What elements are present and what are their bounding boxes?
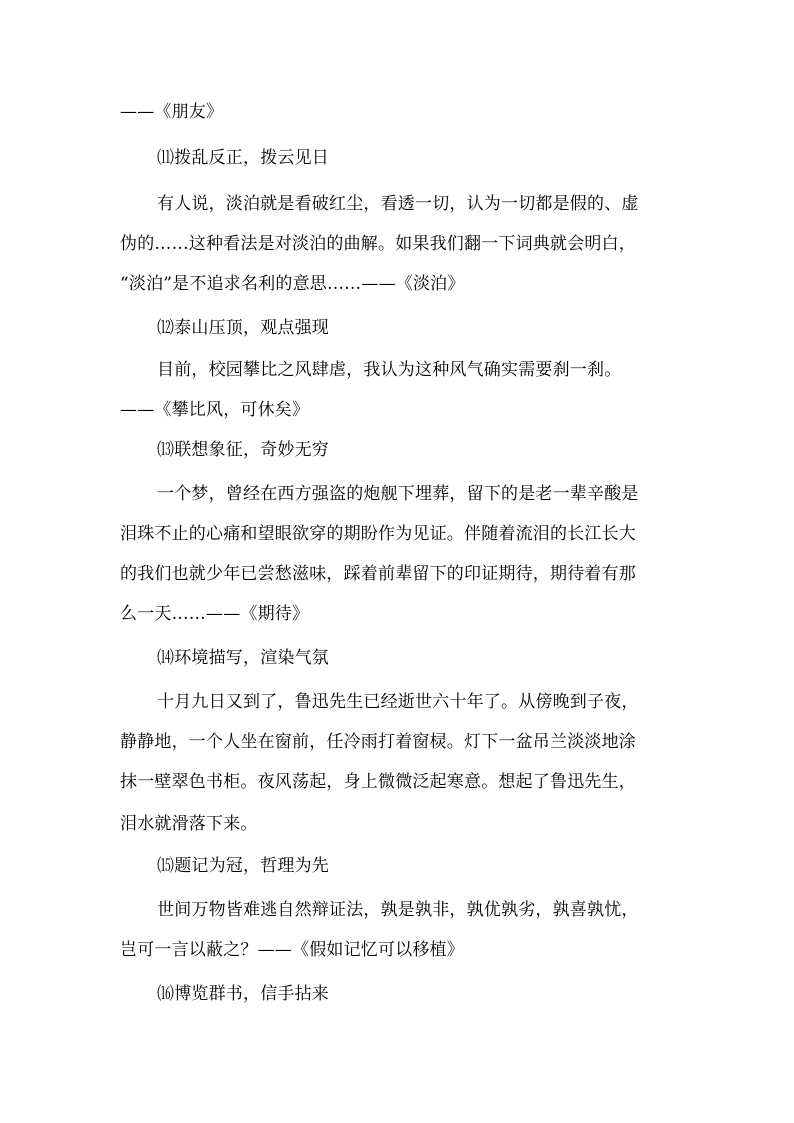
paragraph-line: 十月九日又到了，鲁迅先生已经逝世六十年了。从傍晚到子夜， [157, 692, 639, 712]
section-heading-12: ⑿泰山压顶，观点强现 [157, 318, 329, 338]
section-heading-16: ⒃博览群书，信手拈来 [157, 984, 329, 1004]
citation-friends: ——《朋友》 [120, 102, 224, 122]
paragraph-line: 世间万物皆难逃自然辩证法，孰是孰非，孰优孰劣，孰喜孰忧， [157, 900, 639, 920]
section-heading-15: ⒂题记为冠，哲理为先 [157, 856, 329, 876]
paragraph-line: 伪的……这种看法是对淡泊的曲解。如果我们翻一下词典就会明白， [120, 234, 636, 254]
paragraph-line: 岂可一言以蔽之？——《假如记忆可以移植》 [120, 940, 464, 960]
paragraph-line: 抹一壁翠色书柜。夜风荡起，身上微微泛起寒意。想起了鲁迅先生， [120, 772, 636, 792]
paragraph-line: 的我们也就少年已尝愁滋味，踩着前辈留下的印证期待，期待着有那 [120, 564, 636, 584]
section-heading-13: ⒀联想象征，奇妙无穷 [157, 440, 329, 460]
paragraph-line: “淡泊”是不追求名利的意思……——《淡泊》 [120, 274, 465, 294]
paragraph-line: 静静地，一个人坐在窗前，任冷雨打着窗棂。灯下一盆吊兰淡淡地涂 [120, 732, 636, 752]
paragraph-line: 一个梦，曾经在西方强盗的炮舰下埋葬，留下的是老一辈辛酸是 [157, 484, 639, 504]
paragraph-line: 么一天……——《期待》 [120, 604, 310, 624]
paragraph-line: 泪水就滑落下来。 [120, 814, 258, 834]
paragraph-line: 目前，校园攀比之风肆虐，我认为这种风气确实需要刹一刹。 [157, 360, 622, 380]
section-heading-11: ⑾拨乱反正，拨云见日 [157, 148, 329, 168]
paragraph-line: 有人说，淡泊就是看破红尘，看透一切，认为一切都是假的、虚 [157, 194, 639, 214]
paragraph-line: 泪珠不止的心痛和望眼欲穿的期盼作为见证。伴随着流泪的长江长大 [120, 524, 636, 544]
section-heading-14: ⒁环境描写，渲染气氛 [157, 648, 329, 668]
citation-line: ——《攀比风，可休矣》 [120, 400, 310, 420]
